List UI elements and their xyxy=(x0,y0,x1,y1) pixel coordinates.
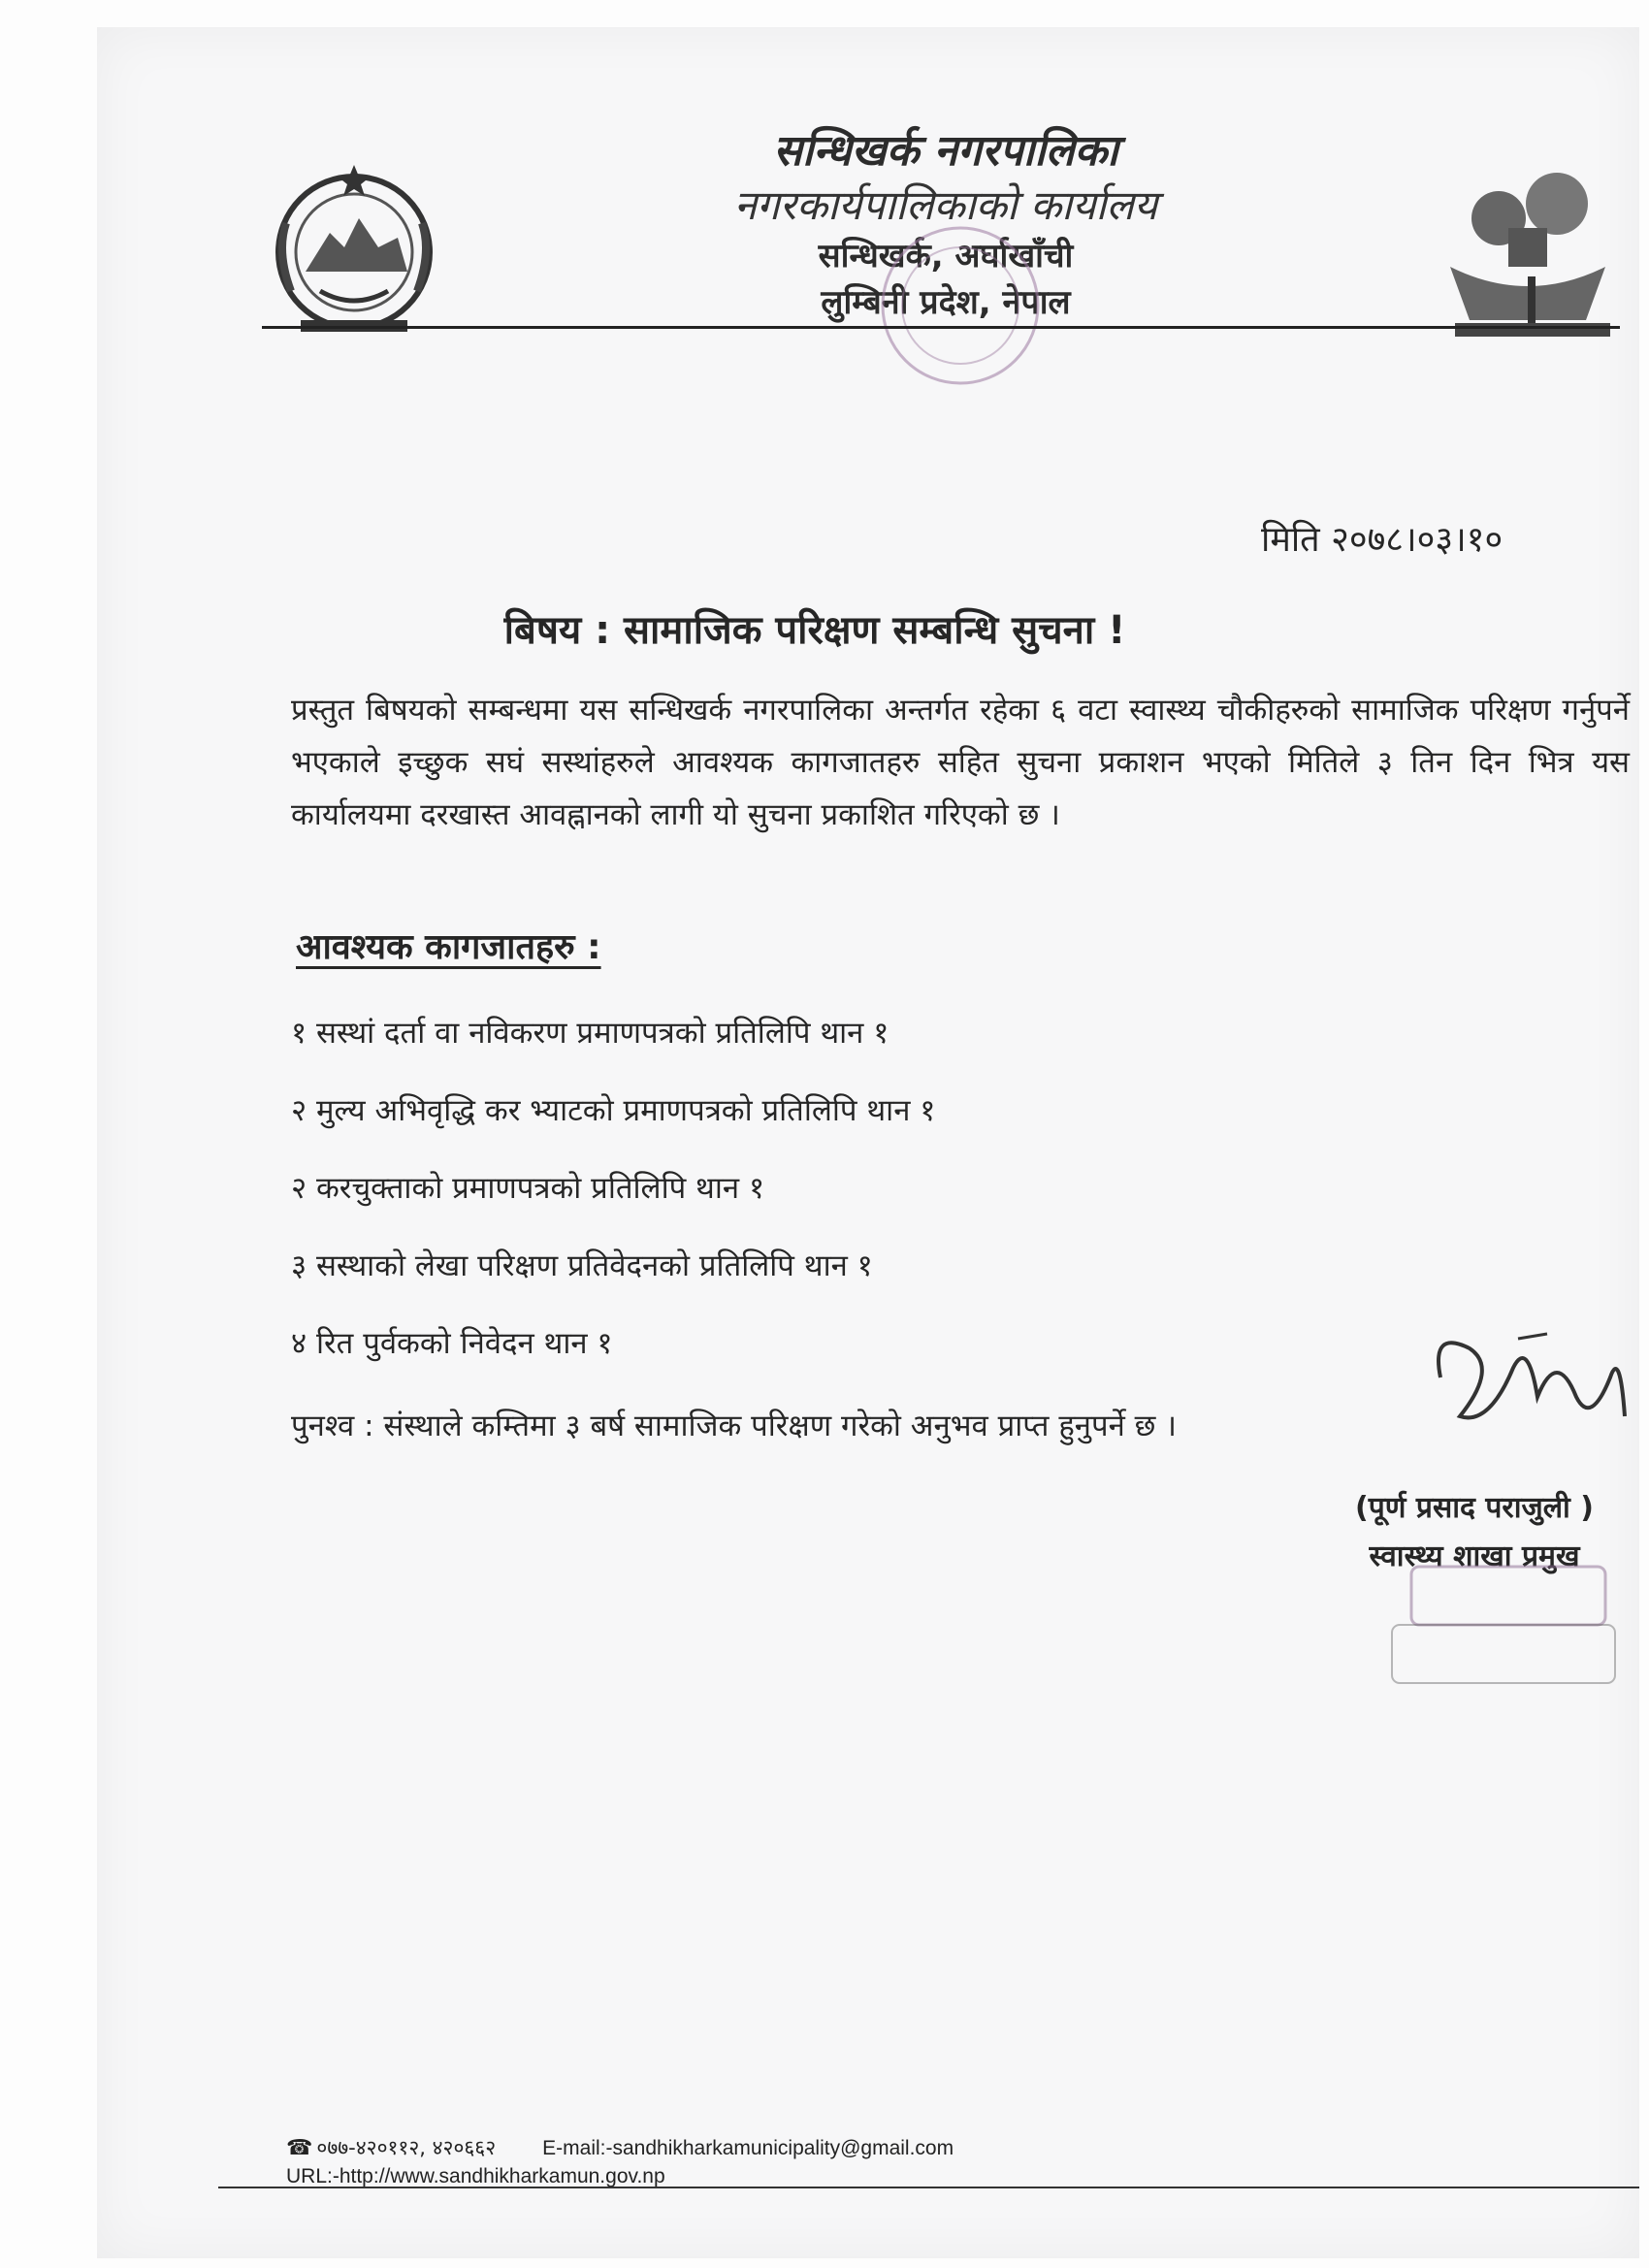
footer-phone: ०७७-४२०११२, ४२०६६२ xyxy=(316,2136,497,2159)
documents-heading: आवश्यक कागजातहरु : xyxy=(296,927,601,967)
footer-divider xyxy=(218,2187,1639,2188)
office-province: लुम्बिनी प्रदेश, नेपाल xyxy=(821,283,1071,322)
list-item: २ मुल्य अभिवृद्धि कर भ्याटको प्रमाणपत्रको प्रतिलिपि थान १ xyxy=(291,1093,936,1128)
office-location: सन्धिखर्क, अर्घाखाँची xyxy=(818,237,1074,275)
municipality-name: सन्धिखर्क नगरपालिका xyxy=(773,126,1118,176)
notice-subject: बिषय : सामाजिक परिक्षण सम्बन्धि सुचना ! xyxy=(503,608,1126,653)
footer-email[interactable]: E-mail:-sandhikharkamunicipality@gmail.com xyxy=(542,2137,954,2159)
list-item: ३ सस्थाको लेखा परिक्षण प्रतिवेदनको प्रतिलिपि थान १ xyxy=(291,1248,873,1283)
list-item: ४ रित पुर्वकको निवेदन थान १ xyxy=(291,1326,613,1361)
list-item: १ सस्थां दर्ता वा नविकरण प्रमाणपत्रको प्रतिलिपि थान १ xyxy=(291,1016,889,1051)
handwritten-signature-icon xyxy=(1421,1310,1634,1455)
signatory-title: स्वास्थ्य शाखा प्रमुख xyxy=(1369,1539,1580,1573)
notice-body: प्रस्तुत बिषयको सम्बन्धमा यस सन्धिखर्क नगरपालिका अन्तर्गत रहेका ६ वटा स्वास्थ्य चौकीहरुको सामाजिक परिक्षण गर्नुपर्ने भएकाले इच्छुक सघं सस्थांहरुले आवश्यक कागजातहरु सहित सुचना प्रकाशन भएको मितिले ३ तिन दिन भित्र यस कार्यालयमा दरखास्त आवह्नानको लागी यो सुचना प्रकाशित गरिएको छ । xyxy=(291,693,1630,832)
office-seal-icon xyxy=(873,209,1048,403)
telephone-icon: ☎ xyxy=(286,2136,313,2160)
footer-url[interactable]: URL:-http://www.sandhikharkamun.gov.np xyxy=(286,2165,665,2187)
header-divider xyxy=(262,326,1620,329)
nepal-emblem-icon xyxy=(262,155,446,340)
postscript: पुनश्व : संस्थाले कम्तिमा ३ बर्ष सामाजिक परिक्षण गरेको अनुभव प्राप्त हुनुपर्ने छ । xyxy=(291,1409,1177,1443)
list-item: २ करचुक्ताको प्रमाणपत्रको प्रतिलिपि थान १ xyxy=(291,1171,765,1206)
documents-list xyxy=(291,1004,935,1392)
health-branch-stamp-icon xyxy=(1353,1562,1644,1688)
footer-contacts xyxy=(286,2134,954,2190)
office-name: नगरकार्यपालिकाको कार्यालय xyxy=(733,181,1158,229)
letter-date: मिति २०७८।०३।१० xyxy=(1261,520,1504,560)
municipality-logo-icon xyxy=(1440,160,1615,344)
signatory-name: (पूर्ण प्रसाद पराजुली ) xyxy=(1355,1491,1594,1525)
